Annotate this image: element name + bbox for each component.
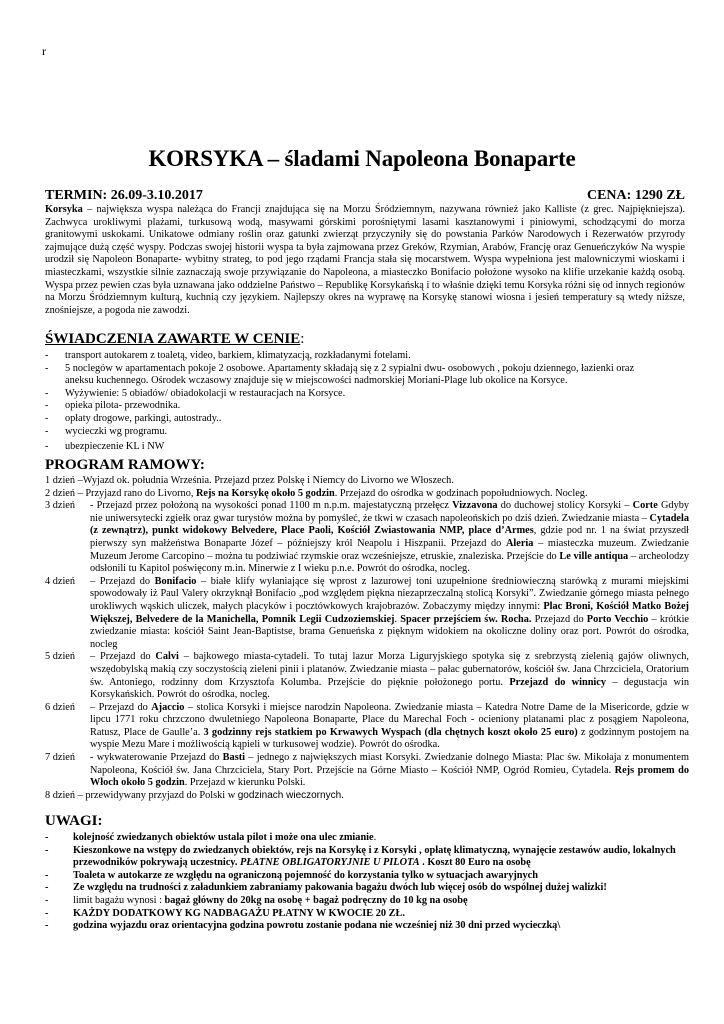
- day-4: 4 dzień – Przejazd do Bonifacio – białe klify wyłaniające się wprost z lazurowej toni uzupełnione średniowieczną starówką z murami miejskimi spowodowały iż Paul Valery okrzyknął Bonifacio „pod względem piękna niezaprzeczalną stolicą Korsyki”. Zwiedzanie górnego miasta pełnego urokliwych wąskich uliczek, małych placyków i pocztówkowych krajobrazów. Zobaczymy między innymi: Plac Broni, Kościół Matko Bożej Większej, Belvedere de la Manichella, Pomnik Legii Cudzoziemskiej. Spacer przejściem św. Rocha. Przejazd do Porto Vecchio – krótkie zwiedzanie miasta: kościół Saint Jean-Baptistse, brama Genueńska z pięknym widokiem na okoliczne doliny oraz port. Powrót do ośrodka, nocleg: [45, 575, 690, 650]
- program-days: [45, 475, 689, 802]
- day-3: 3 dzień - Przejazd przez położoną na wysokości ponad 1100 m n.p.m. majestatyczną przełęcz Vizzavona do duchowej stolicy Korsyki – Corte Gdyby nie uniwersytecki zgiełk oraz gwar turystów można by pomyśleć, że tkwi w czasach napoleońskich po dziś dzień. Zwiedzanie miasta – Cytadela (z zewnątrz), punkt widokowy Belvedere, Place Paoli, Kościół Zwiastowania NMP, place d’Armes, gdzie pod nr. 1 na świat przyszedł pierwszy syn małżeństwa Bonaparte Józef – późniejszy król Neapolu i Hiszpanii. Przejazd do Aleria – miasteczka muzeum. Zwiedzanie Muzeum Jerome Carcopino – można tu podziwiać rzymskie oraz wcześniejsze, etruskie, znaleziska. Przejście do Le ville antiqua – archeolodzy odsłonili tu Kapitol poświęcony m.in. Minerwie z I wieku p.n.e. Powrót do ośrodka, nocleg.: [45, 500, 690, 575]
- term-dates: TERMIN: 26.09-3.10.2017: [45, 188, 203, 203]
- list-item: - limit bagażu wynosi : bagaż główny do 20kg na osobę + bagaż podręczny do 10 kg na osobę: [45, 895, 689, 908]
- list-item: - transport autokarem z toaletą, video, barkiem, klimatyzacją, rozkładanymi fotelami.: [45, 350, 685, 363]
- list-item-continuation: aneksu kuchennego. Ośrodek wczasowy znajduje się w miejscowości nadmorskiej Moriani-Plage lub okolice na Korsyce.: [65, 375, 568, 387]
- list-item: - 5 noclegów w apartamentach pokoje 2 osobowe. Apartamenty składają się z 2 sypialni dwu- osobowych , pokoju dziennego, łazienki oraz: [45, 363, 685, 376]
- day-1: 1 dzień –Wyjazd ok. południa Września. Przejazd przez Polskę i Niemcy do Livorno we Włoszech.: [45, 475, 454, 486]
- list-item: - opłaty drogowe, parkingi, autostrady..: [45, 413, 685, 426]
- page-title: KORSYKA – śladami Napoleona Bonaparte: [148, 146, 576, 171]
- program-section: [45, 457, 689, 802]
- list-item: - wycieczki wg programu.: [45, 426, 685, 439]
- list-item: - Wyżywienie: 5 obiadów/ obiadokolacji w restauracjach na Korsyce.: [45, 388, 685, 401]
- list-item: - Ze względu na trudności z załadunkiem zabraniamy pakowania bagażu dwóch lub więcej osób do wspólnej dużej walizki!: [45, 882, 689, 895]
- list-item: - ubezpieczenie KL i NW: [45, 441, 685, 454]
- price: CENA: 1290 ZŁ: [586, 188, 685, 203]
- notes-heading: UWAGI:: [45, 813, 103, 829]
- list-item: - opieka pilota- przewodnika.: [45, 400, 685, 413]
- intro-paragraph: [45, 204, 685, 317]
- list-item: - kolejność zwiedzanych obiektów ustala pilot i może ona ulec zmianie.: [45, 832, 689, 845]
- day-5: 5 dzień – Przejazd do Calvi – bajkowego miasta-cytadeli. To tutaj lazur Morza Liguryjskiego spotyka się z srebrzystą zielenią gajów oliwnych, wszędobylską makią czy soczystością zieleni pinii i platanów. Zwiedzanie miasta – pałac gubernatorów, kościół św. Jana Chrzciciela, Oratorium św. Antoniego, rodzinny dom Krzysztofa Kolumba. Przejście do pięknie położonego portu. Przejazd do winnicy – degustacja win Korsykańskich. Powrót do ośrodka, nocleg.: [45, 651, 689, 701]
- term-price-row: [45, 188, 685, 204]
- list-item: - KAŻDY DODATKOWY KG NADBAGAŻU PŁATNY W KWOCIE 20 ZŁ.: [45, 908, 689, 921]
- day-7: 7 dzień - wykwaterowanie Przejazd do Basti – jednego z największych miast Korsyki. Zwiedzanie dolnego Miasta: Plac św. Mikołaja z monumentem Napoleona, Kościół św. Jana Chrzciciela, Stary Port. Przejście na Górne Miasto – Kościół NMP, Ogród Romieu, Cytadela. Rejs promem do Włoch około 5 godzin. Przejazd w kierunku Polski.: [45, 752, 690, 789]
- notes-section: [45, 813, 689, 933]
- list-item: - Kieszonkowe na wstępy do zwiedzanych obiektów, rejs na Korsykę i z Korsyki , opłatę klimatyczną, wynajęcie zestawów audio, lokalnych przewodników pokrywają uczestnicy. PŁATNE OBLIGATORYJNIE U PILOTA . Koszt 80 Euro na osobę: [45, 845, 689, 870]
- day-6: 6 dzień – Przejazd do Ajaccio – stolica Korsyki i miejsce narodzin Napoleona. Zwiedzanie miasta – Katedra Notre Dame de la Misericorde, gdzie w lipcu 1771 roku chrzczono dwuletniego Napoleona Bonaparte, Place du Marechal Foch - ocieniony platanami plac z posągiem Napoleona, Ratusz, Place de Gaulle’a. 3 godzinny rejs statkiem po Krwawych Wyspach (dla chętnych koszt około 25 euro) z godzinnym postojem na wyspie Mezu Mare i możliwością kąpieli w turkusowej wodzie). Powrót do ośrodka.: [45, 701, 689, 751]
- day-2: 2 dzień – Przyjazd rano do Livorno, Rejs na Korsykę około 5 godzin. Przejazd do ośrodka w godzinach popołudniowych. Nocleg.: [45, 487, 588, 499]
- included-heading: ŚWIADCZENIA ZAWARTE W CENIE:: [45, 331, 305, 347]
- list-item: - Toaleta w autokarze ze względu na ograniczoną pojemność do korzystania tylko w sytuacjach awaryjnych: [45, 870, 689, 883]
- corner-mark: r: [42, 44, 46, 58]
- included-section: [45, 331, 685, 454]
- intro-text: – największa wyspa należąca do Francji znajdująca się na Morzu Śródziemnym, nazywana również jako Kalliste (z grec. Najpiękniejsza). Zachwyca urokliwymi plażami, turkusową wodą, masywami górskimi porośniętymi lasami kasztanowymi i piniowymi, schodzącymi do morza granitowymi uskokami. Unikatowe odmiany roślin oraz gatunki zwierząt przyczyniły się do powstania Parków Narodowych i Rezerwatów przyrody zajmujące dużą część wyspy. Podczas swojej historii wyspa ta była zajmowana przez Greków, Rzymian, Arabów, Francję oraz Genueńczyków Na wyspie urodził się Napoleon Bonaparte- wybitny strateg, to pod jego rządami Francja stała się mocarstwem. Wyspa wypełniona jest malowniczymi wioskami i miasteczkami, wszystkie silnie zaznaczają swoje przywiązanie do Napoleona, a miasteczko Bonifacio położone wysoko na klifie urzekanie każdą osobą. Wyspa przez pewien czas była uznawana jako oddzielne Państwo – Republikę Korsykańską i to właśnie dzięki temu Korsyka różni się od innych regionów na Morzu Śródziemnym kulturą, kuchnią czy językiem. Najlepszy okres na wyprawę na Korsykę stanowi wiosna i jesień temperatury są wtedy niższe, znośniejsze, a pogoda nie zawodzi.: [45, 204, 685, 316]
- included-list: [45, 350, 685, 454]
- intro-lead: Korsyka: [45, 204, 83, 215]
- day-8: 8 dzień – przewidywany przyjazd do Polski w godzinach wieczornych.: [45, 789, 344, 801]
- notes-list: [45, 832, 689, 933]
- list-item: - godzina wyjazdu oraz orientacyjna godzina powrotu zostanie podana nie wcześniej niż 30 dni przed wycieczką\: [45, 920, 689, 933]
- program-heading: PROGRAM RAMOWY:: [45, 457, 205, 473]
